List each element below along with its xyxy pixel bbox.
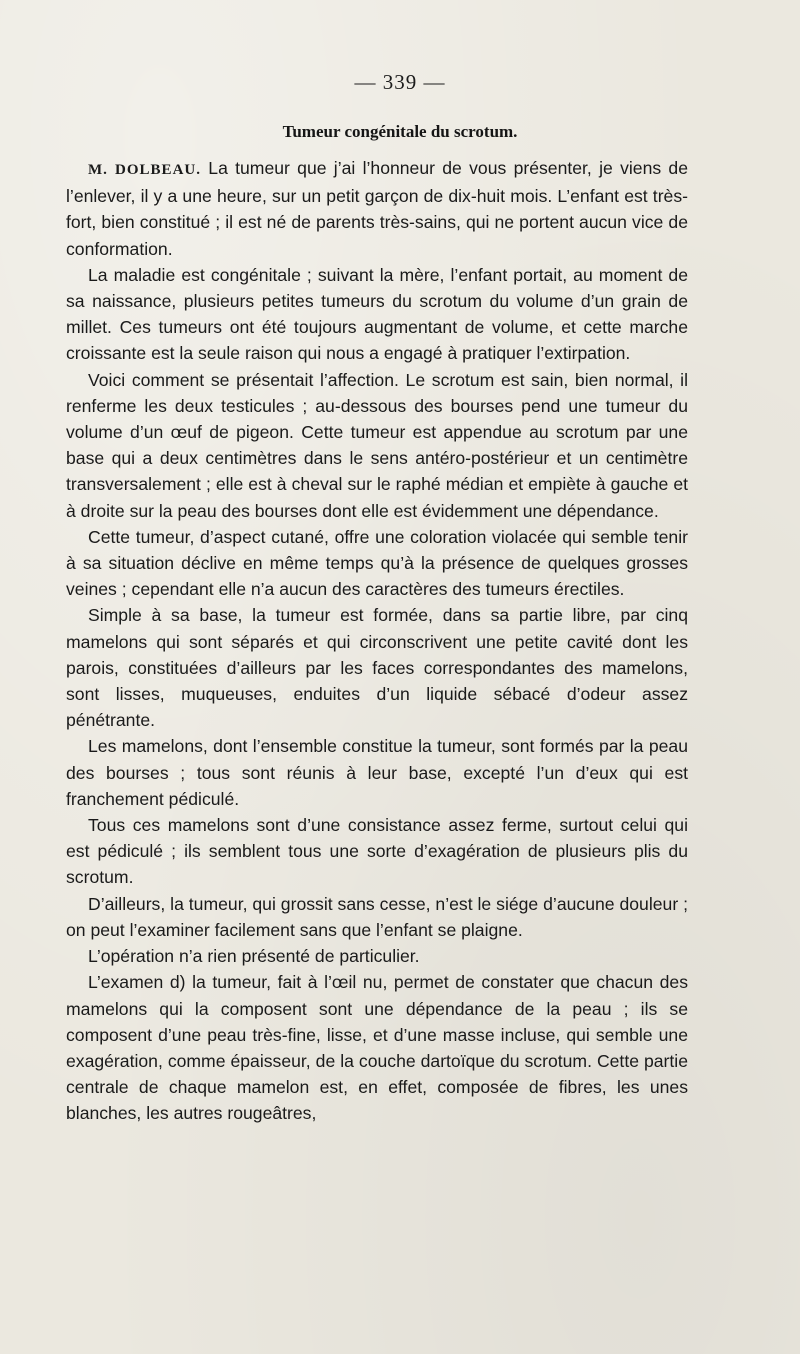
section-title: Tumeur congénitale du scrotum. — [282, 122, 518, 141]
paragraph: L’opération n’a rien présenté de particulier. — [88, 946, 420, 967]
paragraph: Les mamelons, dont l’ensemble constitue la tumeur, sont formés par la peau des bourses ; tous sont réunis à leur base, excepté l’un d’eux qui est franchement pédiculé. — [66, 736, 688, 809]
paragraph: Simple à sa base, la tumeur est formée, dans sa partie libre, par cinq mamelons qui sont séparés et qui circonscrivent une petite cavité dont les parois, constituées d’ailleurs par les faces correspondantes des mamelons, sont lisses, muqueuses, enduites d’un liquide sébacé d’odeur assez pénétrante. — [66, 605, 688, 731]
paragraph-text: La tumeur que j’ai l’honneur de vous présenter, je viens de l’enlever, il y a une heure, sur un petit garçon de dix-huit mois. L’enfant est très-fort, bien constitué ; il est né de parents très-sains, qui ne portent aucun vice de conformation. — [66, 158, 688, 259]
paragraph — [66, 155, 688, 262]
paragraph: Cette tumeur, d’aspect cutané, offre une coloration violacée qui semble tenir à sa situation déclive en même temps qu’à la présence de quelques grosses veines ; cependant elle n’a aucun des caractères des tumeurs érectiles. — [66, 526, 688, 600]
page-number: — 339 — — [354, 70, 446, 94]
speaker-name: M. DOLBEAU. — [88, 162, 201, 178]
paragraph: D’ailleurs, la tumeur, qui grossit sans cesse, n’est le siége d’aucune douleur ; on peut l’examiner facilement sans que l’enfant se plaigne. — [66, 893, 688, 940]
paragraph: L’examen d) la tumeur, fait à l’œil nu, permet de constater que chacun des mamelons qui la composent sont une dépendance de la peau ; ils se composent d’une peau très-fine, lisse, et d’une masse incluse, qui semble une exagération, comme épaisseur, de la couche dartoïque du scrotum. Cette partie centrale de chaque mamelon est, en effet, composée de fibres, les unes blanches, les autres rougeâtres, — [66, 972, 688, 1124]
paragraph: La maladie est congénitale ; suivant la mère, l’enfant portait, au moment de sa naissance, plusieurs petites tumeurs du scrotum du volume d’un grain de millet. Ces tumeurs ont été toujours augmentant de volume, et cette marche croissante est la seule raison qui nous a engagé à pratiquer l’extirpation. — [66, 264, 688, 364]
body-text — [66, 155, 688, 1127]
paragraph: Voici comment se présentait l’affection. Le scrotum est sain, bien normal, il renferme les deux testicules ; au-dessous des bourses pend une tumeur du volume d’un œuf de pigeon. Cette tumeur est appendue au scrotum par une base qui a deux centimètres dans le sens antéro-postérieur et un centimètre transversalement ; elle est à cheval sur le raphé médian et empiète à gauche et à droite sur la peau des bourses dont elle est évidemment une dépendance. — [66, 369, 688, 521]
paragraph: Tous ces mamelons sont d’une consistance assez ferme, surtout celui qui est pédiculé ; ils semblent tous une sorte d’exagération de plusieurs plis du scrotum. — [66, 815, 688, 888]
